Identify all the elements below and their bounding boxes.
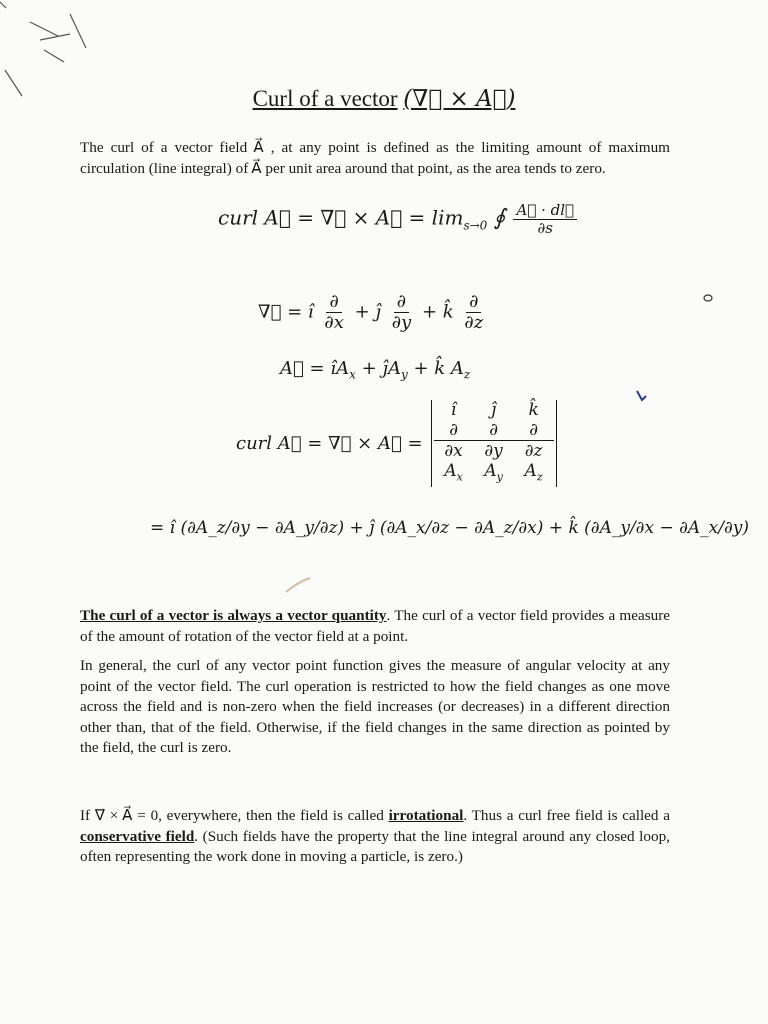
limit-subscript: s→0: [463, 218, 488, 233]
title-expression: (∇⃗ × A⃗): [403, 86, 516, 112]
contour-integral-symbol: ∮: [493, 205, 506, 231]
fraction-numerator: A⃗ · dl⃗: [513, 202, 577, 220]
matrix-a: A: [484, 461, 497, 481]
partial-z-fraction: [461, 292, 486, 333]
del-j-term: + ĵ: [354, 301, 381, 323]
matrix-cell: ∂: [474, 420, 514, 441]
partial-num: ∂: [394, 292, 409, 313]
partial-x-fraction: [321, 292, 346, 333]
irrotational-post: . (Such fields have the property that the line integral around any closed loop, often representing the work done in moving a particle, is zero.): [80, 827, 670, 865]
partial-num: ∂: [326, 292, 341, 313]
matrix-sub: x: [456, 470, 463, 484]
angular-velocity-paragraph: In general, the curl of any vector point function gives the measure of angular velocity at any point of the vector field. The curl operation is restricted to how the field changes as one move across the field and is non-zero when the field increases (or decreases) in a different direction other than, that of the field. Otherwise, if the field changes in the same direction as pointed by the field, the curl is zero.: [80, 657, 670, 756]
vector-a-j: + ĵA: [355, 358, 401, 379]
irrotational-term: irrotational: [388, 807, 464, 824]
partial-y-fraction: [389, 292, 414, 333]
partial-den: ∂z: [464, 311, 484, 333]
partial-den: ∂x: [324, 311, 344, 333]
curl-determinant-equation: [236, 400, 557, 487]
irrotational-paragraph: [80, 806, 670, 868]
partial-num: ∂: [466, 292, 481, 313]
del-k-term: + k̂: [421, 301, 454, 323]
vector-a-k: + k̂ A: [407, 358, 464, 379]
matrix-cell: [514, 461, 554, 487]
ink-mark: [634, 388, 648, 404]
ink-smudge: [284, 576, 314, 596]
matrix-cell: ∂: [434, 420, 474, 441]
matrix-cell: [474, 461, 514, 487]
matrix-a: A: [524, 461, 537, 481]
vector-quantity-rest: . The curl of a vector field provides a measure of the amount of rotation of the vector field at a point.: [80, 607, 670, 645]
matrix-cell: ĵ: [490, 400, 497, 420]
fraction-denominator: ∂s: [537, 218, 553, 237]
curl-expansion-equation: = î (∂A_z/∂y − ∂A_y/∂z) + ĵ (∂A_x/∂z − ∂A_z/∂x) + k̂ (∂A_y/∂x − ∂A_x/∂y): [150, 518, 750, 538]
curl-determinant-lhs: curl A⃗ = ∇⃗ × A⃗ =: [236, 433, 423, 455]
vector-quantity-emphasis: The curl of a vector is always a vector quantity: [80, 607, 387, 624]
conservative-field-term: conservative field: [80, 827, 195, 845]
irrotational-mid: . Thus a curl free field is called a: [463, 807, 670, 824]
matrix-cell: ∂y: [484, 441, 503, 461]
matrix-cell: ∂x: [444, 441, 463, 461]
del-lhs: ∇⃗ = î: [258, 301, 314, 323]
irrotational-pre: If ∇⃗ × A⃗ = 0, everywhere, then the field is called: [80, 807, 389, 824]
sub-z: z: [463, 367, 471, 382]
del-operator-equation: [258, 292, 488, 333]
margin-circle-mark: [700, 292, 716, 304]
vector-a-equation: [280, 358, 470, 382]
vector-a-lhs: A⃗ = îA: [280, 358, 350, 379]
curl-definition-lhs: curl A⃗ = ∇⃗ × A⃗ = lim: [218, 205, 464, 230]
intro-paragraph: The curl of a vector field A⃗ , at any point is defined as the limiting amount of maximum circulation (line integral) of A⃗ per unit area around that point, as the area tends to zero.: [80, 139, 670, 177]
matrix-cell: ∂: [514, 420, 554, 441]
page-title: [0, 86, 768, 112]
matrix-sub: y: [496, 470, 503, 484]
matrix-cell: ∂z: [524, 441, 543, 461]
matrix-cell: k̂: [528, 400, 539, 420]
partial-den: ∂y: [391, 311, 412, 333]
matrix-a: A: [444, 461, 457, 481]
title-text: Curl of a vector: [252, 86, 398, 111]
curl-definition-equation: [218, 202, 579, 236]
sub-x: x: [349, 367, 356, 382]
matrix-cell: [434, 461, 474, 487]
curl-definition-fraction: [513, 202, 577, 236]
matrix-cell: î: [450, 400, 457, 420]
vector-quantity-paragraph: [80, 606, 670, 647]
sub-y: y: [400, 367, 408, 382]
determinant-matrix: [431, 400, 557, 487]
matrix-sub: z: [536, 470, 543, 484]
